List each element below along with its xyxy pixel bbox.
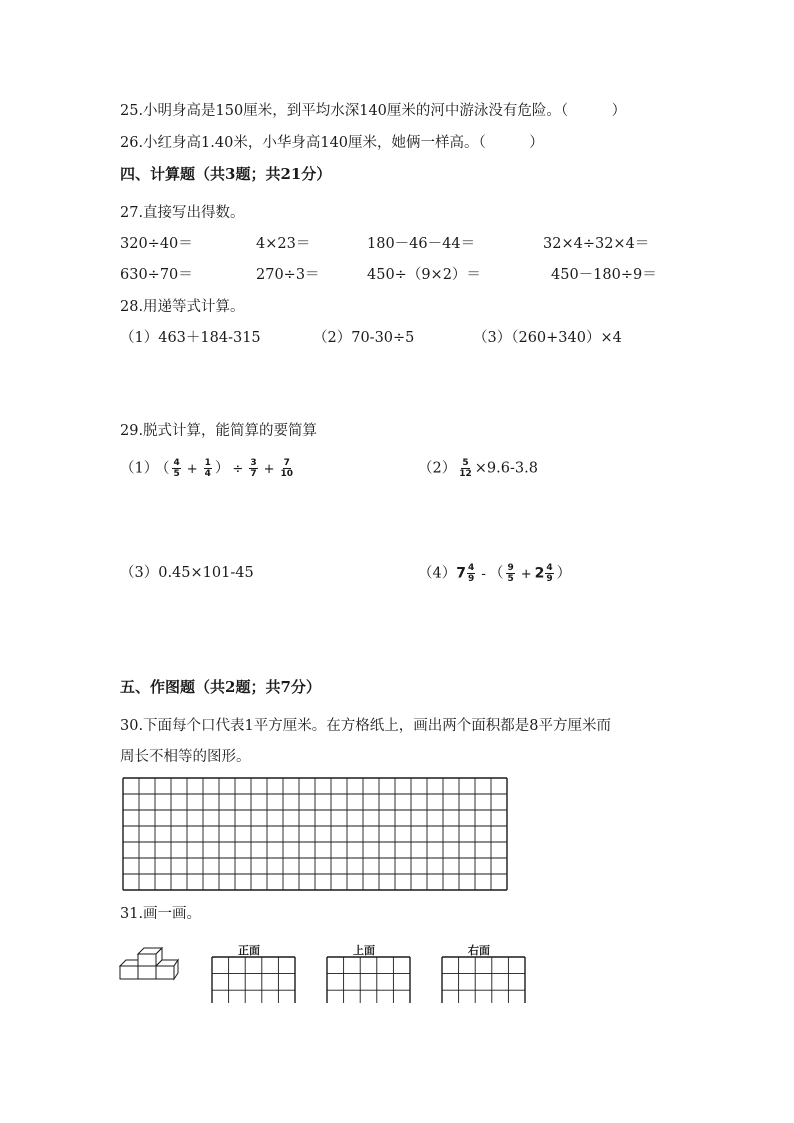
q28-item: （1）463＋184-315 bbox=[120, 330, 261, 346]
question-29-title: 29.脱式计算，能简算的要简算 bbox=[120, 423, 318, 439]
top-view-grid[interactable] bbox=[326, 956, 412, 1003]
q28-item: （3）（260+340）×4 bbox=[473, 330, 622, 346]
q27-item: 32×4÷32×4＝ bbox=[543, 236, 650, 252]
question-26: 26.小红身高1.40米，小华身高140厘米，她俩一样高。（ ） bbox=[120, 135, 544, 151]
fraction: $\frac{9}{5}$ bbox=[507, 563, 514, 584]
question-28-title: 28.用递等式计算。 bbox=[120, 299, 245, 315]
question-30-line-1: 30.下面每个口代表1平方厘米。在方格纸上，画出两个面积都是8平方厘米而 bbox=[120, 718, 612, 734]
q29-part-1: （1） （ $\frac{4}{5}$ + $\frac{1}{4}$ ） ÷ $\frac{3}{7}$ + $\frac{7}{10}$ bbox=[120, 458, 294, 479]
view-label-front: 正面 bbox=[238, 944, 260, 957]
fraction: $\frac{1}{4}$ bbox=[204, 458, 211, 479]
section-5-heading: 五、作图题（共2题；共7分） bbox=[120, 678, 321, 696]
q27-item: 180－46－44＝ bbox=[367, 236, 476, 252]
fraction: $\frac{4}{9}$ bbox=[467, 563, 475, 584]
part-label: （2） bbox=[418, 460, 457, 477]
view-label-right: 右面 bbox=[468, 944, 490, 957]
fraction: $\frac{5}{12}$ bbox=[459, 458, 472, 479]
q27-item: 270÷3＝ bbox=[256, 267, 320, 283]
question-30-line-2: 周长不相等的图形。 bbox=[120, 749, 251, 765]
fraction: $\frac{7}{10}$ bbox=[280, 458, 294, 479]
fraction: $\frac{4}{5}$ bbox=[173, 458, 180, 479]
q27-item: 450－180÷9＝ bbox=[551, 267, 657, 283]
q27-item: 630÷70＝ bbox=[120, 267, 193, 283]
front-view-grid[interactable] bbox=[211, 956, 297, 1003]
cube-stack-drawing bbox=[118, 942, 180, 984]
part-label: （4） bbox=[418, 565, 457, 582]
part-label: （1） bbox=[120, 460, 159, 477]
q27-item: 320÷40＝ bbox=[120, 236, 193, 252]
fraction: $\frac{4}{9}$ bbox=[546, 563, 553, 584]
question-25: 25.小明身高是150厘米，到平均水深140厘米的河中游泳没有危险。（ ） bbox=[120, 103, 627, 119]
paren-close: ） bbox=[214, 460, 230, 477]
question-27-title: 27.直接写出得数。 bbox=[120, 205, 245, 221]
question-31-title: 31.画一画。 bbox=[120, 906, 202, 922]
q29-part-4: （4）7 $\frac{4}{9}$ - （ $\frac{9}{5}$ + 2 $\frac{4}{9}$ ） bbox=[418, 563, 572, 584]
fraction: $\frac{3}{7}$ bbox=[250, 458, 257, 479]
q27-item: 450÷（9×2）＝ bbox=[367, 267, 481, 283]
section-4-heading: 四、计算题（共3题；共21分） bbox=[120, 165, 332, 183]
view-label-top: 上面 bbox=[353, 944, 375, 957]
right-view-grid[interactable] bbox=[441, 956, 527, 1003]
q29-part-2: （2） $\frac{5}{12}$ ×9.6-3.8 bbox=[418, 458, 538, 479]
q29-part-3: （3）0.45×101-45 bbox=[120, 565, 254, 581]
paren-open: （ bbox=[162, 460, 170, 477]
q27-item: 4×23＝ bbox=[256, 236, 311, 252]
square-grid[interactable] bbox=[122, 777, 508, 893]
q28-item: （2）70-30÷5 bbox=[313, 330, 415, 346]
